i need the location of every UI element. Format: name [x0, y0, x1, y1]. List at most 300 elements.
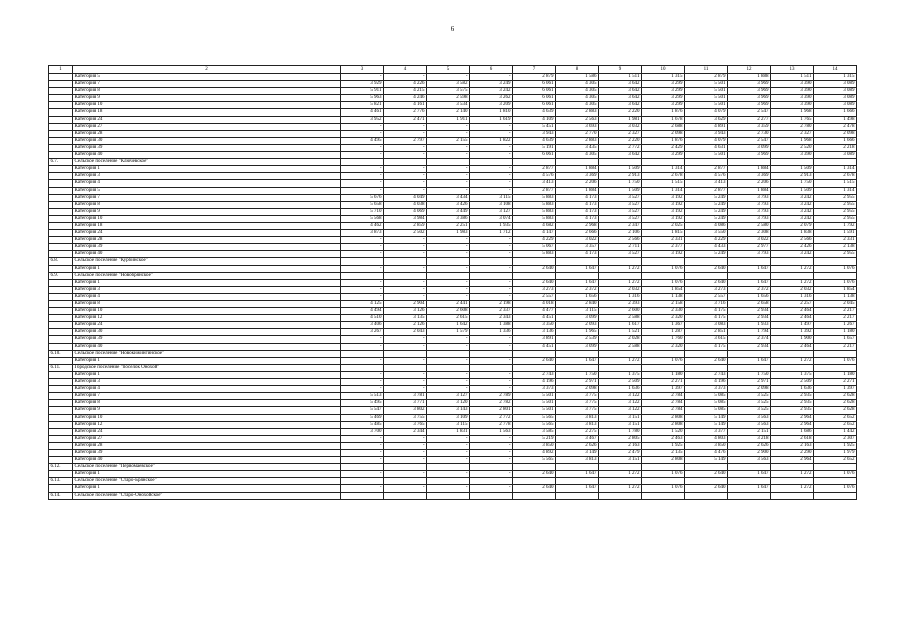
value-cell: 3 467 — [556, 435, 599, 442]
value-cell: 2 640 — [513, 485, 556, 492]
empty-cell — [728, 478, 771, 485]
value-cell: 3 793 — [728, 194, 771, 201]
value-cell: 3 850 — [513, 442, 556, 449]
column-header: 11 — [685, 66, 728, 74]
value-cell: 1 876 — [642, 109, 685, 116]
value-cell: 2 935 — [771, 393, 814, 400]
value-cell: - — [384, 123, 427, 130]
value-cell: 2 563 — [556, 116, 599, 123]
value-cell: 2 652 — [814, 421, 857, 428]
value-cell: 2 547 — [728, 109, 771, 116]
value-cell: 3 149 — [556, 449, 599, 456]
value-cell: 2 935 — [771, 407, 814, 414]
value-cell: 4 173 — [556, 201, 599, 208]
value-cell: 3 642 — [599, 81, 642, 88]
row-number: 6.9. — [49, 272, 73, 279]
value-cell: 5 501 — [513, 407, 556, 414]
value-cell: 1 314 — [814, 187, 857, 194]
table-row — [49, 244, 857, 251]
category-name: Категория 30 — [73, 329, 341, 336]
value-cell: 4 173 — [556, 215, 599, 222]
header-row — [49, 66, 857, 74]
row-number — [49, 442, 73, 449]
value-cell: 1 656 — [556, 293, 599, 300]
category-name: Категория 40 — [73, 251, 341, 258]
value-cell: 1 076 — [814, 485, 857, 492]
row-number — [49, 95, 73, 102]
value-cell: 3 813 — [556, 421, 599, 428]
value-cell: 2 374 — [728, 336, 771, 343]
value-cell: 2 780 — [771, 123, 814, 130]
value-cell: 2 743 — [685, 371, 728, 378]
value-cell: 5 501 — [685, 102, 728, 109]
table-row — [49, 265, 857, 272]
value-cell: 2 271 — [814, 379, 857, 386]
category-name: Категория 3 — [73, 379, 341, 386]
value-cell: 3 390 — [771, 88, 814, 95]
value-cell: 3 793 — [728, 201, 771, 208]
value-cell: - — [427, 343, 470, 350]
value-cell: 1 076 — [814, 279, 857, 286]
value-cell: 3 032 — [599, 123, 642, 130]
value-cell: 2 206 — [556, 180, 599, 187]
value-cell: 5 658 — [341, 201, 384, 208]
value-cell: 1 780 — [599, 428, 642, 435]
value-cell: - — [427, 123, 470, 130]
empty-cell — [685, 364, 728, 371]
table-row — [49, 393, 857, 400]
value-cell: 1 884 — [556, 166, 599, 173]
value-cell: - — [341, 435, 384, 442]
column-header: 5 — [427, 66, 470, 74]
column-header: 3 — [341, 66, 384, 74]
category-name: Категория 39 — [73, 144, 341, 151]
value-cell: 1 854 — [642, 286, 685, 293]
value-cell: 1 750 — [771, 180, 814, 187]
value-cell: 4 639 — [513, 109, 556, 116]
category-name: Категория 9 — [73, 208, 341, 215]
value-cell: 3 242 — [771, 194, 814, 201]
value-cell: 1 884 — [728, 166, 771, 173]
table-row — [49, 357, 857, 364]
table-row — [49, 102, 857, 109]
table-row — [49, 88, 857, 95]
category-name: Категория 10 — [73, 414, 341, 421]
value-cell: 2 968 — [556, 222, 599, 229]
empty-cell — [470, 272, 513, 279]
value-cell: - — [427, 187, 470, 194]
value-cell: 1 925 — [642, 442, 685, 449]
row-number — [49, 152, 73, 159]
value-cell: 3 262 — [470, 95, 513, 102]
value-cell: 1 287 — [642, 329, 685, 336]
value-cell: 4 049 — [384, 194, 427, 201]
value-cell: 2 163 — [771, 442, 814, 449]
value-cell: 3 151 — [599, 421, 642, 428]
row-number — [49, 230, 73, 237]
value-cell: - — [384, 286, 427, 293]
value-cell: 2 640 — [685, 357, 728, 364]
empty-cell — [642, 478, 685, 485]
value-cell: 2 520 — [771, 144, 814, 151]
table-row — [49, 81, 857, 88]
value-cell: 3 642 — [599, 102, 642, 109]
value-cell: 3 873 — [341, 230, 384, 237]
value-cell: 2 098 — [814, 130, 857, 137]
column-header: 13 — [771, 66, 814, 74]
value-cell: - — [384, 74, 427, 81]
value-cell: 2 257 — [771, 301, 814, 308]
table-row — [49, 187, 857, 194]
value-cell: - — [384, 442, 427, 449]
value-cell: 4 109 — [513, 116, 556, 123]
row-number — [49, 449, 73, 456]
value-cell: 3 377 — [685, 428, 728, 435]
row-number — [49, 414, 73, 421]
empty-cell — [384, 492, 427, 499]
value-cell: 4 226 — [384, 81, 427, 88]
value-cell: - — [427, 173, 470, 180]
value-cell: 2 797 — [384, 137, 427, 144]
table-row — [49, 407, 857, 414]
value-cell: 2 025 — [642, 222, 685, 229]
category-name: Категория 1 — [73, 371, 341, 378]
value-cell: 2 566 — [771, 237, 814, 244]
row-number — [49, 130, 73, 137]
value-cell: - — [341, 371, 384, 378]
value-cell: 3 527 — [599, 208, 642, 215]
value-cell: 2 743 — [513, 371, 556, 378]
column-header: 10 — [642, 66, 685, 74]
value-cell: 2 964 — [771, 414, 814, 421]
table-row — [49, 485, 857, 492]
value-cell: 1 968 — [771, 109, 814, 116]
value-cell: 1 647 — [556, 471, 599, 478]
value-cell: 2 964 — [771, 457, 814, 464]
row-number — [49, 123, 73, 130]
value-cell: 1 712 — [470, 230, 513, 237]
empty-cell — [427, 492, 470, 499]
value-cell: 3 563 — [728, 421, 771, 428]
value-cell: 1 497 — [771, 322, 814, 329]
value-cell: 2 955 — [814, 251, 857, 258]
value-cell: 3 242 — [771, 208, 814, 215]
empty-cell — [599, 492, 642, 499]
empty-cell — [814, 492, 857, 499]
value-cell: 4 147 — [513, 230, 556, 237]
value-cell: - — [427, 357, 470, 364]
value-cell: 5 883 — [513, 251, 556, 258]
value-cell: 3 929 — [341, 81, 384, 88]
value-cell: 5 565 — [513, 457, 556, 464]
value-cell: - — [470, 435, 513, 442]
empty-cell — [470, 492, 513, 499]
value-cell: 3 099 — [728, 144, 771, 151]
value-cell: - — [341, 343, 384, 350]
value-cell: 3 218 — [728, 435, 771, 442]
value-cell: 2 678 — [814, 173, 857, 180]
section-name: Городское поселение "поселок Онохой" — [73, 364, 341, 371]
tariff-table — [48, 65, 857, 500]
empty-cell — [556, 272, 599, 279]
empty-cell — [642, 364, 685, 371]
value-cell: 3 350 — [513, 322, 556, 329]
row-number — [49, 201, 73, 208]
value-cell: 2 566 — [599, 237, 642, 244]
value-cell: 2 429 — [642, 144, 685, 151]
value-cell: 3 089 — [814, 95, 857, 102]
empty-cell — [341, 272, 384, 279]
value-cell: 3 406 — [341, 322, 384, 329]
value-cell: - — [384, 265, 427, 272]
value-cell: 3 151 — [599, 414, 642, 421]
empty-cell — [728, 272, 771, 279]
table-row — [49, 315, 857, 322]
value-cell: - — [341, 144, 384, 151]
value-cell: 3 969 — [728, 95, 771, 102]
row-number — [49, 485, 73, 492]
value-cell: - — [341, 251, 384, 258]
value-cell: 2 658 — [728, 301, 771, 308]
column-header: 9 — [599, 66, 642, 74]
empty-cell — [728, 159, 771, 166]
empty-cell — [814, 464, 857, 471]
value-cell: 4 495 — [341, 137, 384, 144]
category-name: Категория 10 — [73, 102, 341, 109]
value-cell: - — [341, 123, 384, 130]
empty-cell — [513, 159, 556, 166]
value-cell: - — [384, 173, 427, 180]
value-cell: 2 331 — [814, 237, 857, 244]
value-cell: 2 600 — [599, 308, 642, 315]
category-name: Категория 40 — [73, 457, 341, 464]
value-cell: 2 151 — [728, 428, 771, 435]
empty-cell — [728, 492, 771, 499]
value-cell: 1 375 — [599, 371, 642, 378]
value-cell: 2 934 — [728, 315, 771, 322]
row-number: 6.7. — [49, 159, 73, 166]
value-cell: 4 433 — [685, 244, 728, 251]
value-cell: - — [427, 442, 470, 449]
value-cell: 1 272 — [599, 279, 642, 286]
value-cell: - — [470, 293, 513, 300]
table-row — [49, 123, 857, 130]
value-cell: 1 515 — [642, 180, 685, 187]
value-cell: - — [341, 293, 384, 300]
value-cell: 3 369 — [556, 173, 599, 180]
row-number — [49, 116, 73, 123]
value-cell: 2 337 — [470, 308, 513, 315]
value-cell: 2 464 — [771, 315, 814, 322]
empty-cell — [814, 272, 857, 279]
value-cell: 2 678 — [642, 173, 685, 180]
value-cell: 3 642 — [599, 88, 642, 95]
row-number — [49, 386, 73, 393]
row-number: 6.13. — [49, 478, 73, 485]
section-row — [49, 464, 857, 471]
value-cell: 1 180 — [814, 371, 857, 378]
empty-cell — [728, 258, 771, 265]
empty-cell — [814, 159, 857, 166]
value-cell: 2 883 — [556, 137, 599, 144]
value-cell: 2 320 — [642, 343, 685, 350]
empty-cell — [599, 464, 642, 471]
value-cell: 3 775 — [556, 393, 599, 400]
empty-cell — [513, 492, 556, 499]
value-cell: 3 434 — [427, 194, 470, 201]
value-cell: 2 045 — [814, 301, 857, 308]
row-number — [49, 180, 73, 187]
value-cell: - — [470, 74, 513, 81]
value-cell: 1 076 — [814, 471, 857, 478]
value-cell: - — [470, 286, 513, 293]
value-cell: 4 510 — [341, 315, 384, 322]
value-cell: - — [427, 251, 470, 258]
value-cell: 4 576 — [685, 173, 728, 180]
value-cell: 2 955 — [814, 215, 857, 222]
value-cell: 3 127 — [427, 393, 470, 400]
value-cell: 1 815 — [642, 230, 685, 237]
value-cell: 6 061 — [513, 95, 556, 102]
value-cell: 3 390 — [771, 81, 814, 88]
value-cell: 1 076 — [642, 471, 685, 478]
value-cell: 3 192 — [642, 208, 685, 215]
value-cell: 1 619 — [470, 116, 513, 123]
value-cell: 3 273 — [685, 286, 728, 293]
table-body — [49, 66, 857, 500]
value-cell: - — [384, 237, 427, 244]
value-cell: - — [341, 386, 384, 393]
value-cell: 2 935 — [771, 400, 814, 407]
value-cell: 1 272 — [771, 471, 814, 478]
value-cell: 3 765 — [384, 421, 427, 428]
value-cell: 1 138 — [814, 293, 857, 300]
row-number — [49, 237, 73, 244]
value-cell: 6 061 — [513, 152, 556, 159]
empty-cell — [384, 478, 427, 485]
value-cell: 2 464 — [771, 343, 814, 350]
value-cell: 2 776 — [384, 109, 427, 116]
value-cell: 3 089 — [814, 152, 857, 159]
empty-cell — [513, 464, 556, 471]
value-cell: 3 775 — [556, 400, 599, 407]
value-cell: 2 859 — [384, 222, 427, 229]
value-cell: 1 272 — [599, 357, 642, 364]
value-cell: 3 969 — [728, 88, 771, 95]
category-name: Категория 10 — [73, 308, 341, 315]
value-cell: 2 138 — [814, 244, 857, 251]
value-cell: 2 772 — [599, 144, 642, 151]
empty-cell — [384, 159, 427, 166]
value-cell: 1 617 — [599, 322, 642, 329]
empty-cell — [341, 492, 384, 499]
empty-cell — [470, 364, 513, 371]
value-cell: 3 534 — [427, 102, 470, 109]
value-cell: 2 879 — [513, 74, 556, 81]
value-cell: 3 563 — [728, 414, 771, 421]
value-cell: 2 615 — [427, 315, 470, 322]
value-cell: 2 098 — [556, 386, 599, 393]
value-cell: 1 563 — [470, 428, 513, 435]
value-cell: 1 138 — [642, 293, 685, 300]
value-cell: 2 955 — [814, 201, 857, 208]
value-cell: 2 372 — [728, 286, 771, 293]
value-cell: 4 305 — [556, 152, 599, 159]
value-cell: 2 877 — [685, 187, 728, 194]
value-cell: - — [427, 279, 470, 286]
value-cell: 1 636 — [771, 386, 814, 393]
row-number: 6.10. — [49, 350, 73, 357]
value-cell: 2 327 — [599, 130, 642, 137]
table-row — [49, 279, 857, 286]
value-cell: 2 666 — [556, 230, 599, 237]
category-name: Категория 24 — [73, 428, 341, 435]
value-cell: 2 971 — [556, 379, 599, 386]
value-cell: 5 547 — [341, 407, 384, 414]
value-cell: 5 501 — [685, 152, 728, 159]
value-cell: 2 217 — [814, 308, 857, 315]
empty-cell — [470, 478, 513, 485]
value-cell: - — [470, 173, 513, 180]
value-cell: 2 628 — [814, 407, 857, 414]
value-cell: 2 879 — [685, 74, 728, 81]
value-cell: 3 267 — [341, 329, 384, 336]
row-number — [49, 428, 73, 435]
table-row — [49, 237, 857, 244]
value-cell: 4 476 — [685, 449, 728, 456]
row-number: 6.11. — [49, 364, 73, 371]
section-row — [49, 492, 857, 499]
value-cell: 1 316 — [599, 293, 642, 300]
value-cell: 4 451 — [513, 343, 556, 350]
value-cell: 2 784 — [642, 407, 685, 414]
value-cell: 1 509 — [599, 187, 642, 194]
value-cell: 1 647 — [556, 279, 599, 286]
value-cell: 3 813 — [556, 457, 599, 464]
empty-cell — [427, 478, 470, 485]
value-cell: 2 934 — [728, 308, 771, 315]
table-row — [49, 208, 857, 215]
value-cell: - — [341, 180, 384, 187]
value-cell: - — [427, 166, 470, 173]
value-cell: 1 965 — [556, 329, 599, 336]
value-cell: 2 913 — [771, 173, 814, 180]
value-cell: 1 272 — [771, 265, 814, 272]
value-cell: 2 977 — [728, 244, 771, 251]
section-name: Сельское поселение "Ключевское" — [73, 159, 341, 166]
value-cell: 3 120 — [427, 400, 470, 407]
row-number — [49, 471, 73, 478]
value-cell: 2 904 — [384, 301, 427, 308]
empty-cell — [599, 272, 642, 279]
row-number — [49, 457, 73, 464]
value-cell: 3 192 — [642, 201, 685, 208]
empty-cell — [470, 159, 513, 166]
value-cell: 1 397 — [642, 386, 685, 393]
value-cell: 2 640 — [513, 279, 556, 286]
value-cell: 4 305 — [556, 102, 599, 109]
column-header: 8 — [556, 66, 599, 74]
value-cell: 4 494 — [341, 308, 384, 315]
value-cell: 3 299 — [642, 81, 685, 88]
row-number: 6.12. — [49, 464, 73, 471]
table-row — [49, 194, 857, 201]
value-cell: 1 983 — [427, 230, 470, 237]
value-cell: - — [427, 371, 470, 378]
value-cell: 2 307 — [814, 435, 857, 442]
table-row — [49, 137, 857, 144]
value-cell: - — [427, 74, 470, 81]
